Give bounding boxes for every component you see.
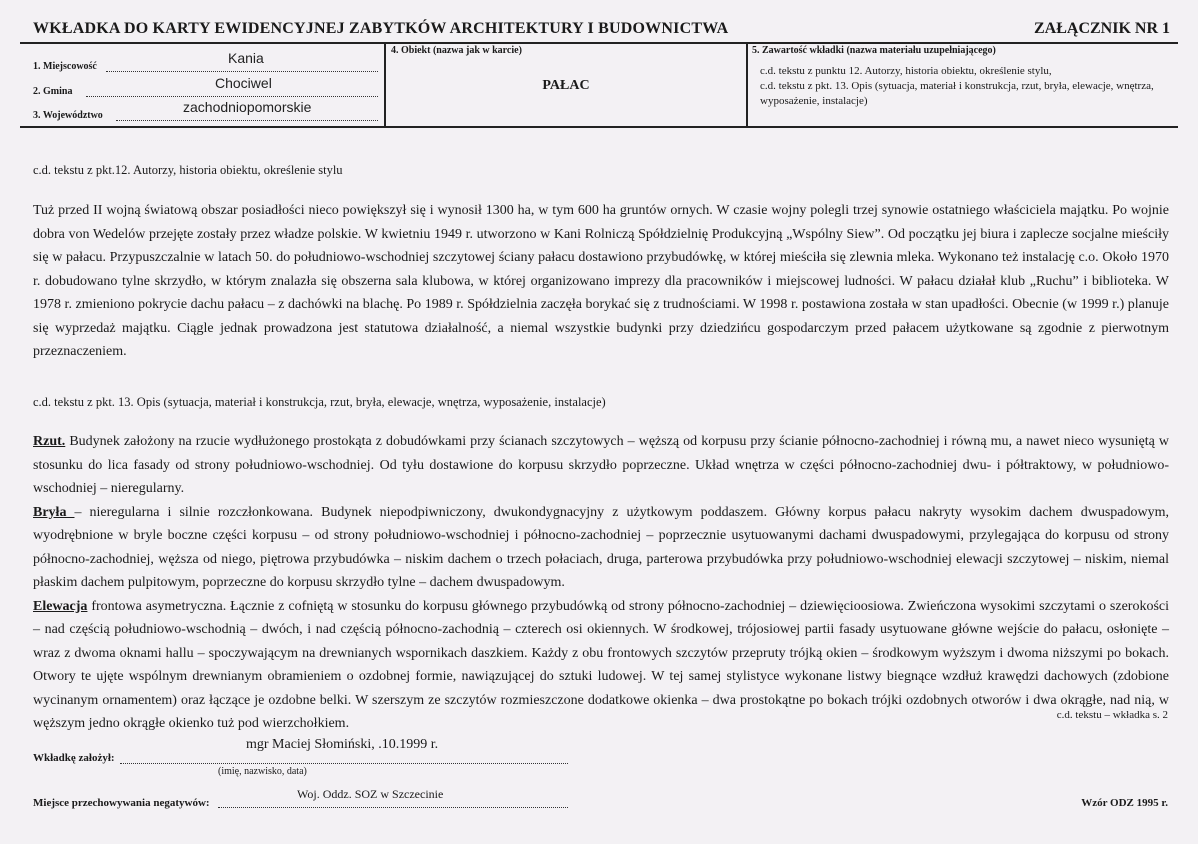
continued-note: c.d. tekstu – wkładka s. 2	[1056, 709, 1168, 721]
section12-body: Tuż przed II wojną światową obszar posiadłości nieco powiększył się i wynosił 1300 ha, w tym 600 ha gruntów ornych. W czasie wojny polegli trzej synowie ostatniego właściciela majątku. Po wojnie dobra von Wedelów przejęte zostały przez władze polskie. W kwietniu 1949 r. utworzono w Kani Rolniczą Spółdzielnię Produkcyjną „Wspólny Siew”. Od początku jej biura i zaplecze socjalne mieściły się w pałacu. Przypuszczalnie w latach 50. do południowo-wschodniej szczytowej ściany pałacu dostawiono przybudówkę, w której mieściła się zlewnia mleka. Wykonano też instalację c.o. Około 1970 r. dobudowano tylne skrzydło, w którym znalazła się obszerna sala klubowa, w której organizowano imprezy dla pracowników i miejscowej ludności. W pałacu działał klub „Ruchu” i biblioteka. W 1978 r. zmieniono pokrycie dachu pałacu – z dachówki na blachę. Po 1989 r. Spółdzielnia zaczęła borykać się z trudnościami. W 1998 r. postawiona została w stan upadłości. Obecnie (w 1999 r.) planuje się wyprzedaż majątku. Ciągle jednak prowadzona jest statutowa działalność, a niemal wszystkie budynki przy dziedzińcu gospodarczym przed pałacem użytkowane są zgodnie z pierwotnym przeznaczeniem.	[33, 203, 1169, 359]
wojewodztwo-value: zachodniopomorskie	[183, 99, 312, 115]
rzut-text: Budynek założony na rzucie wydłużonego prostokąta z dobudówkami przy ścianach szczytowych – węższą od korpusu przy ścianie północno-zachodniej i równą mu, a nawet nieco wysuniętą w stosunku do lica fasady od strony południowo-wschodniej. Od tyłu dostawione do korpusu skrzydło poprzeczne. Układ wnętrza w części północno-zachodniej dwu- i półtraktowy, w południowo-wschodniej – nieregularny.	[33, 434, 1169, 496]
bryla-text: – nieregularna i silnie rozczłonkowana. Budynek niepodpiwniczony, dwukondygnacyjny z użytkowym poddaszem. Główny korpus pałacu nakryty wysokim dachem dwuspadowym, wyodrębnione w bryle boczne części korpusu – od strony południowo-wschodniej i północno-zachodniej – poprzecznie usytuowanymi dachami dwuspadowymi, przylegająca do korpusu od strony północno-zachodniej, węższa od niego, piętrowa przybudówka – niskim dachem o trzech połaciach, druga, parterowa przybudówka przy południowo-wschodniej elewacji szczytowej – niskim, niemal płaskim dachem pulpitowym, poprzeczne do korpusu skrzydło tylne – dachem dwuspadowym.	[33, 504, 1169, 590]
negatywy-label: Miejsce przechowywania negatywów:	[33, 797, 210, 809]
zawartosc-line-2: c.d. tekstu z pkt. 13. Opis (sytuacja, materiał i konstrukcja, rzut, bryła, elewacje, wnętrza, wyposażenie, instalacje)	[760, 80, 1154, 107]
rzut-heading: Rzut.	[33, 434, 66, 449]
gmina-label: 2. Gmina	[33, 86, 73, 97]
negatywy-value: Woj. Oddz. SOZ w Szczecinie	[297, 787, 444, 801]
miejscowosc-value: Kania	[228, 50, 264, 66]
wojewodztwo-line	[116, 120, 378, 121]
form-template-version: Wzór ODZ 1995 r.	[1081, 797, 1168, 809]
zalozyl-label: Wkładkę założył:	[33, 752, 115, 764]
zawartosc-line-1: c.d. tekstu z punktu 12. Autorzy, historia obiektu, określenie stylu,	[760, 65, 1052, 77]
form-title: WKŁADKA DO KARTY EWIDENCYJNEJ ZABYTKÓW ARCHITEKTURY I BUDOWNICTWA	[33, 20, 729, 37]
miejscowosc-label: 1. Miejscowość	[33, 61, 97, 72]
bryla-heading: Bryła	[33, 504, 75, 520]
miejscowosc-line	[106, 71, 378, 72]
divider-2	[746, 42, 748, 126]
section13-body	[33, 430, 1169, 736]
section13-heading: c.d. tekstu z pkt. 13. Opis (sytuacja, materiał i konstrukcja, rzut, bryła, elewacje, wnętrza, wyposażenie, instalacje)	[33, 395, 606, 409]
negatywy-line	[218, 807, 568, 808]
elewacja-heading: Elewacja	[33, 598, 88, 614]
zalozyl-hint: (imię, nazwisko, data)	[218, 766, 307, 777]
zalozyl-line	[120, 763, 568, 764]
zawartosc-label: 5. Zawartość wkładki (nazwa materiału uzupełniającego)	[752, 45, 996, 56]
wojewodztwo-label: 3. Województwo	[33, 110, 103, 121]
gmina-line	[86, 96, 378, 97]
section12-heading: c.d. tekstu z pkt.12. Autorzy, historia obiektu, określenie stylu	[33, 163, 343, 177]
obiekt-value: PAŁAC	[542, 78, 590, 93]
elewacja-text: frontowa asymetryczna. Łącznie z cofniętą w stosunku do korpusu głównego przybudówką od strony północno-zachodniej – dziewięcioosiowa. Zwieńczona wysokimi szczytami o szerokości – nad częścią południowo-wschodnią – dwóch, i nad częścią północno-zachodnią – czterech osi okiennych. W środkowej, trójosiowej partii fasady usytuowane główne wejście do pałacu, osłonięte – wraz z dwoma oknami hallu – spoczywającym na drewnianych wspornikach daszkiem. Każdy z obu frontowych szczytów przepruty trójką okien – środkowym wyższym i dwoma niższymi po bokach. Otwory te ujęte wspólnym drewnianym obramieniem o ozdobnej formie, nawiązującej do sztuki ludowej. W tej samej stylistyce wykonane listwy biegnące wzdłuż krawędzi dachowych (zdobione wycinanym ornamentem) oraz łączące je ozdobne belki. W szerszym ze szczytów rozmieszczone dodatkowe okienka – dwa prostokątne po bokach trójki ozdobnych otworów i dwa okrągłe, nad nią, w węższym jedno okrągłe okienko tuż pod wierzchołkiem.	[33, 598, 1169, 731]
zalozyl-value: mgr Maciej Słomiński, .10.1999 r.	[246, 737, 439, 752]
attachment-number: ZAŁĄCZNIK NR 1	[1033, 20, 1170, 37]
obiekt-label: 4. Obiekt (nazwa jak w karcie)	[391, 45, 522, 56]
gmina-value: Chociwel	[215, 75, 272, 91]
